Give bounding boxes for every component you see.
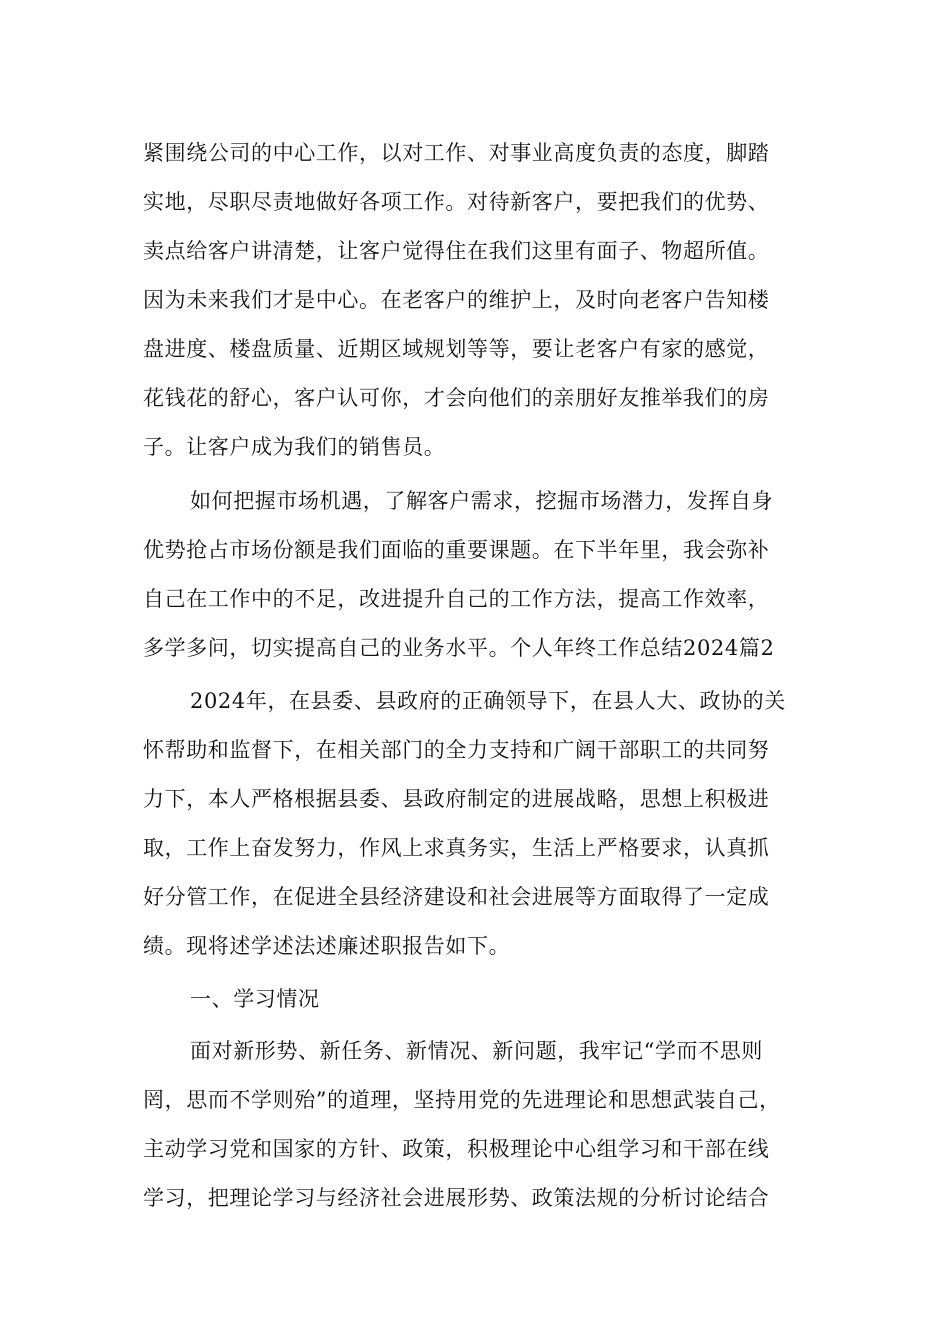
paragraph-line: 2024年，在县委、县政府的正确领导下，在县人大、政协的关 bbox=[190, 689, 786, 713]
paragraph-line: 盘进度、楼盘质量、近期区域规划等等，要让老客户有家的感觉， bbox=[143, 337, 770, 361]
section-heading: 一、学习情况 bbox=[190, 987, 320, 1011]
paragraph-line: 力下，本人严格根据县委、县政府制定的进展战略，思想上积极进 bbox=[143, 787, 770, 811]
paragraph-line: 罔，思而不学则殆”的道理，坚持用党的先进理论和思想武装自己， bbox=[143, 1088, 781, 1112]
paragraph-line: 如何把握市场机遇，了解客户需求，挖掘市场潜力，发挥自身 bbox=[190, 489, 774, 513]
paragraph-line: 绩。现将述学述法述廉述职报告如下。 bbox=[143, 934, 511, 958]
paragraph-line: 自己在工作中的不足，改进提升自己的工作方法，提高工作效率， bbox=[143, 587, 770, 611]
paragraph-line: 面对新形势、新任务、新情况、新问题，我牢记“学而不思则 bbox=[190, 1039, 763, 1063]
paragraph-line: 怀帮助和监督下，在相关部门的全力支持和广阔干部职工的共同努 bbox=[143, 738, 770, 762]
paragraph-line: 多学多问，切实提高自己的业务水平。个人年终工作总结2024篇2 bbox=[143, 636, 775, 660]
paragraph-line: 因为未来我们才是中心。在老客户的维护上，及时向老客户告知楼 bbox=[143, 288, 770, 312]
paragraph-line: 好分管工作，在促进全县经济建设和社会进展等方面取得了一定成 bbox=[143, 885, 770, 909]
paragraph-line: 实地，尽职尽责地做好各项工作。对待新客户，要把我们的优势、 bbox=[143, 190, 770, 214]
paragraph-line: 优势抢占市场份额是我们面临的重要课题。在下半年里，我会弥补 bbox=[143, 538, 770, 562]
paragraph-line: 主动学习党和国家的方针、政策，积极理论中心组学习和干部在线 bbox=[143, 1137, 770, 1161]
paragraph-line: 卖点给客户讲清楚，让客户觉得住在我们这里有面子、物超所值。 bbox=[143, 239, 770, 263]
paragraph-line: 学习，把理论学习与经济社会进展形势、政策法规的分析讨论结合 bbox=[143, 1186, 770, 1210]
paragraph-line: 取，工作上奋发努力，作风上求真务实，生活上严格要求，认真抓 bbox=[143, 836, 770, 860]
paragraph-line: 花钱花的舒心，客户认可你，才会向他们的亲朋好友推举我们的房 bbox=[143, 386, 770, 410]
paragraph-line: 子。让客户成为我们的销售员。 bbox=[143, 435, 446, 459]
paragraph-line: 紧围绕公司的中心工作，以对工作、对事业高度负责的态度，脚踏 bbox=[143, 141, 770, 165]
